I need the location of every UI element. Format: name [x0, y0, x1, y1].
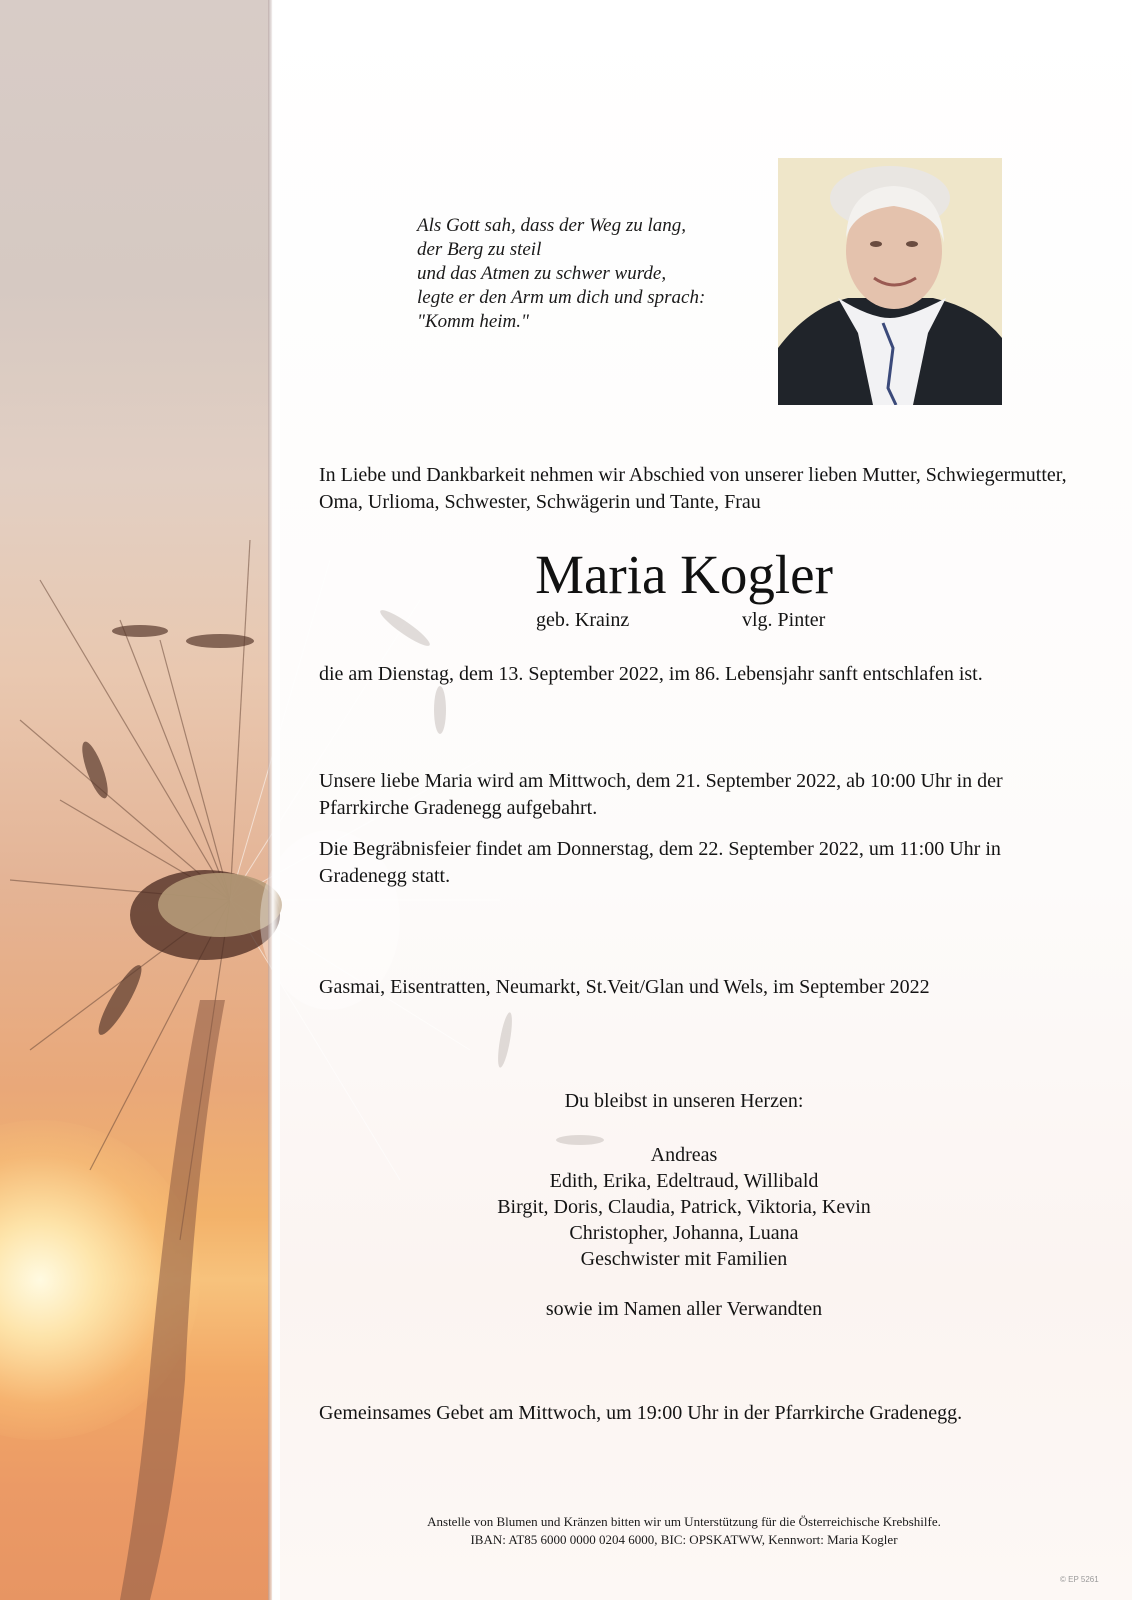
verse-line: der Berg zu steil [417, 239, 542, 260]
farm-name: vlg. Pinter [742, 609, 826, 631]
mourner-line: Andreas [650, 1144, 718, 1166]
template-code: © EP 5261 [1060, 1575, 1099, 1584]
verse-line: "Komm heim." [417, 311, 530, 332]
portrait-illustration [778, 158, 1002, 405]
intro-text: In Liebe und Dankbarkeit nehmen wir Abschied von unserer lieben Mutter, Schwiegermutter, Oma, Urlioma, Schwester, Schwägerin und Tante, Frau [319, 464, 1067, 513]
mourner-line: Christopher, Johanna, Luana [569, 1222, 799, 1244]
mourner-line: Geschwister mit Familien [580, 1248, 788, 1270]
verse-line: Als Gott sah, dass der Weg zu lang, [417, 215, 687, 236]
bank-details: IBAN: AT85 6000 0000 0204 6000, BIC: OPSKATWW, Kennwort: Maria Kogler [470, 1532, 898, 1547]
mourner-line: Edith, Erika, Edeltraud, Willibald [549, 1170, 819, 1192]
funeral-info: Die Begräbnisfeier findet am Donnerstag, dem 22. September 2022, um 11:00 Uhr in Gradenegg statt. [319, 838, 1001, 887]
place-date: Gasmai, Eisentratten, Neumarkt, St.Veit/Glan und Wels, im September 2022 [319, 976, 930, 998]
donation-footer [319, 1513, 1049, 1549]
memorial-verse [417, 214, 747, 334]
relatives-note: sowie im Namen aller Verwandten [545, 1298, 823, 1320]
portrait-photo [778, 158, 1002, 405]
verse-line: legte er den Arm um dich und sprach: [417, 287, 706, 308]
maiden-name: geb. Krainz [536, 609, 630, 631]
strip-divider [268, 0, 280, 1600]
mourners-list [319, 1142, 1049, 1272]
viewing-info: Unsere liebe Maria wird am Mittwoch, dem 21. September 2022, ab 10:00 Uhr in der Pfarrkirche Gradenegg aufgebahrt. [319, 770, 1003, 819]
deceased-name: Maria Kogler [535, 544, 833, 605]
death-notice: die am Dienstag, dem 13. September 2022, im 86. Lebensjahr sanft entschlafen ist. [319, 663, 983, 685]
farewell-heading: Du bleibst in unseren Herzen: [564, 1090, 804, 1112]
donation-text: Anstelle von Blumen und Kränzen bitten wir um Unterstützung für die Österreichische Krebshilfe. [427, 1514, 941, 1529]
mourner-line: Birgit, Doris, Claudia, Patrick, Viktoria, Kevin [497, 1196, 871, 1218]
verse-line: und das Atmen zu schwer wurde, [417, 263, 667, 284]
prayer-notice: Gemeinsames Gebet am Mittwoch, um 19:00 Uhr in der Pfarrkirche Gradenegg. [319, 1402, 963, 1424]
